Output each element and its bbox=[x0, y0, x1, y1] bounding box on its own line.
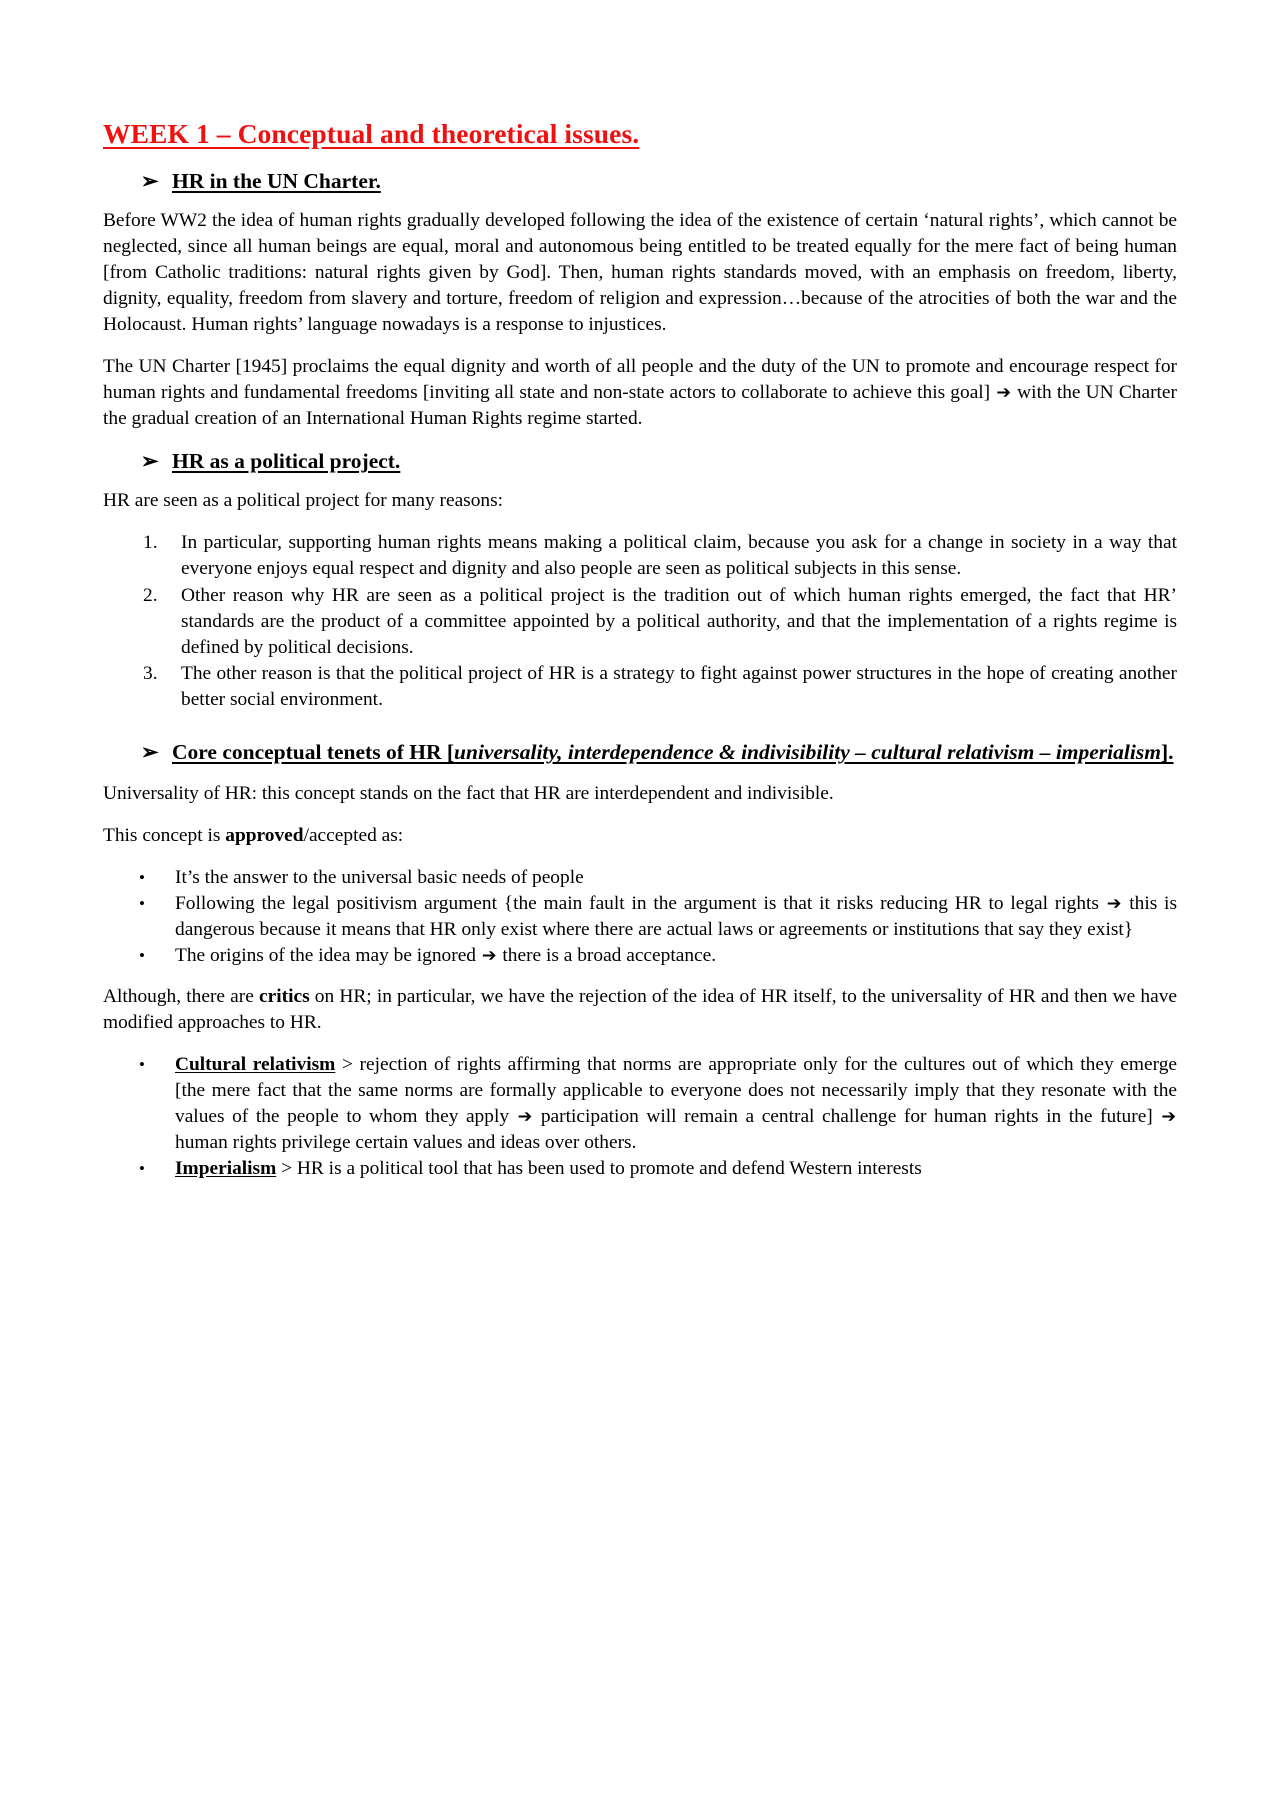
approved-post: /accepted as: bbox=[303, 825, 404, 847]
arrow-bullet-icon: ➢ bbox=[141, 168, 159, 193]
section-heading-label: HR as a political project. bbox=[172, 449, 401, 474]
list-item bbox=[103, 943, 1177, 969]
numbered-reasons-list bbox=[103, 530, 1177, 713]
heading-part-italic: universality, interdependence & indivisibility – cultural relativism – imperialism bbox=[454, 740, 1161, 764]
critics-post: on HR; in particular, we have the rejection of the idea of HR itself, to the universality of HR and then we have modified approaches to HR. bbox=[103, 985, 1178, 1033]
critique-bullet-list bbox=[103, 1052, 1177, 1182]
cultural-relativism-seg2: participation will remain a central challenge for human rights in the future] bbox=[533, 1105, 1161, 1127]
paragraph-critics bbox=[103, 984, 1177, 1036]
section-heading-core-tenets bbox=[103, 739, 1177, 767]
arrow-bullet-icon: ➢ bbox=[141, 449, 159, 474]
inline-arrow-icon: ➔ bbox=[517, 1106, 533, 1127]
heading-part-plain-2: ]. bbox=[1160, 740, 1174, 764]
list-item bbox=[103, 1052, 1177, 1156]
inline-arrow-icon: ➔ bbox=[481, 946, 497, 967]
critics-bold: critics bbox=[259, 985, 310, 1007]
section-heading-hr-political-project bbox=[103, 448, 1177, 476]
bullet-text-pre: Following the legal positivism argument {the main fault in the argument is that it risks reducing HR to legal rights bbox=[175, 893, 1106, 915]
list-item: In particular, supporting human rights means making a political claim, because you ask for a change in society in a way that everyone enjoys equal respect and dignity and also people are seen as political subjects in this sense. bbox=[181, 532, 1177, 580]
paragraph-political-reasons-intro: HR are seen as a political project for many reasons: bbox=[103, 490, 504, 512]
inline-arrow-icon: ➔ bbox=[996, 383, 1011, 404]
section-heading-label bbox=[172, 739, 1177, 767]
imperialism-seg1: > HR is a political tool that has been used to promote and defend Western interests bbox=[276, 1158, 922, 1180]
cultural-relativism-seg3: human rights privilege certain values and ideas over others. bbox=[175, 1131, 637, 1153]
bullet-text-post: this is dangerous because it means that HR only exist where there are actual laws or agreements or institutions that say they exist} bbox=[175, 893, 1177, 941]
list-item: • It’s the answer to the universal basic needs of people bbox=[103, 865, 1177, 891]
paragraph-before-ww2: Before WW2 the idea of human rights gradually developed following the idea of the existence of certain ‘natural rights’, which cannot be neglected, since all human beings are equal, moral and autonomous being entitled to be treated equally for the mere fact of being human [from Catholic traditions: natural rights given by God]. Then, human rights standards moved, with an emphasis on freedom, liberty, dignity, equality, freedom from slavery and torture, freedom of religion and expression…because of the atrocities of both the war and the Holocaust. Human rights’ language nowadays is a response to injustices. bbox=[103, 209, 1177, 335]
heading-part-plain-1: Core conceptual tenets of HR [ bbox=[172, 740, 455, 764]
approved-bullet-list bbox=[103, 865, 1177, 969]
paragraph-un-charter-part1: The UN Charter [1945] proclaims the equal dignity and worth of all people and the duty of the UN to promote and encourage respect for human rights and fundamental freedoms [inviting all state and non-state actors to collaborate to achieve this goal] bbox=[103, 356, 1177, 404]
term-cultural-relativism: Cultural relativism bbox=[175, 1053, 336, 1075]
page-title: WEEK 1 – Conceptual and theoretical issues. bbox=[103, 118, 640, 149]
bullet-text-pre: The origins of the idea may be ignored bbox=[175, 945, 481, 967]
paragraph-approved-accepted bbox=[103, 823, 1177, 849]
inline-arrow-icon: ➔ bbox=[1161, 1106, 1176, 1127]
approved-pre: This concept is bbox=[103, 825, 226, 847]
cultural-relativism-seg1: > rejection of rights affirming that norms are appropriate only for the cultures out of which they emerge [the mere fact that the same norms are formally applicable to everyone does not necessarily imply that they resonate with the values of the people to whom they apply bbox=[175, 1053, 1177, 1127]
approved-bold: approved bbox=[225, 825, 304, 847]
paragraph-universality: Universality of HR: this concept stands on the fact that HR are interdependent and indivisible. bbox=[103, 782, 834, 804]
bullet-text-post: there is a broad acceptance. bbox=[497, 945, 717, 967]
arrow-bullet-icon: ➢ bbox=[141, 740, 159, 764]
inline-arrow-icon: ➔ bbox=[1106, 894, 1122, 915]
list-item: Other reason why HR are seen as a political project is the tradition out of which human rights emerged, the fact that HR’ standards are the product of a committee appointed by a political authority, and that the implementation of a rights regime is defined by political decisions. bbox=[181, 584, 1177, 658]
paragraph-un-charter-1945 bbox=[103, 354, 1177, 432]
list-item bbox=[103, 891, 1177, 943]
term-imperialism: Imperialism bbox=[175, 1158, 277, 1180]
section-heading-hr-in-un-charter bbox=[103, 168, 1177, 196]
list-item: The other reason is that the political project of HR is a strategy to fight against power structures in the hope of creating another better social environment. bbox=[181, 662, 1177, 710]
section-heading-label: HR in the UN Charter. bbox=[172, 168, 381, 193]
critics-pre: Although, there are bbox=[103, 985, 260, 1007]
list-item bbox=[103, 1156, 1177, 1182]
paragraph-un-charter-part2: with the UN Charter the gradual creation of an International Human Rights regime started. bbox=[103, 382, 1177, 430]
